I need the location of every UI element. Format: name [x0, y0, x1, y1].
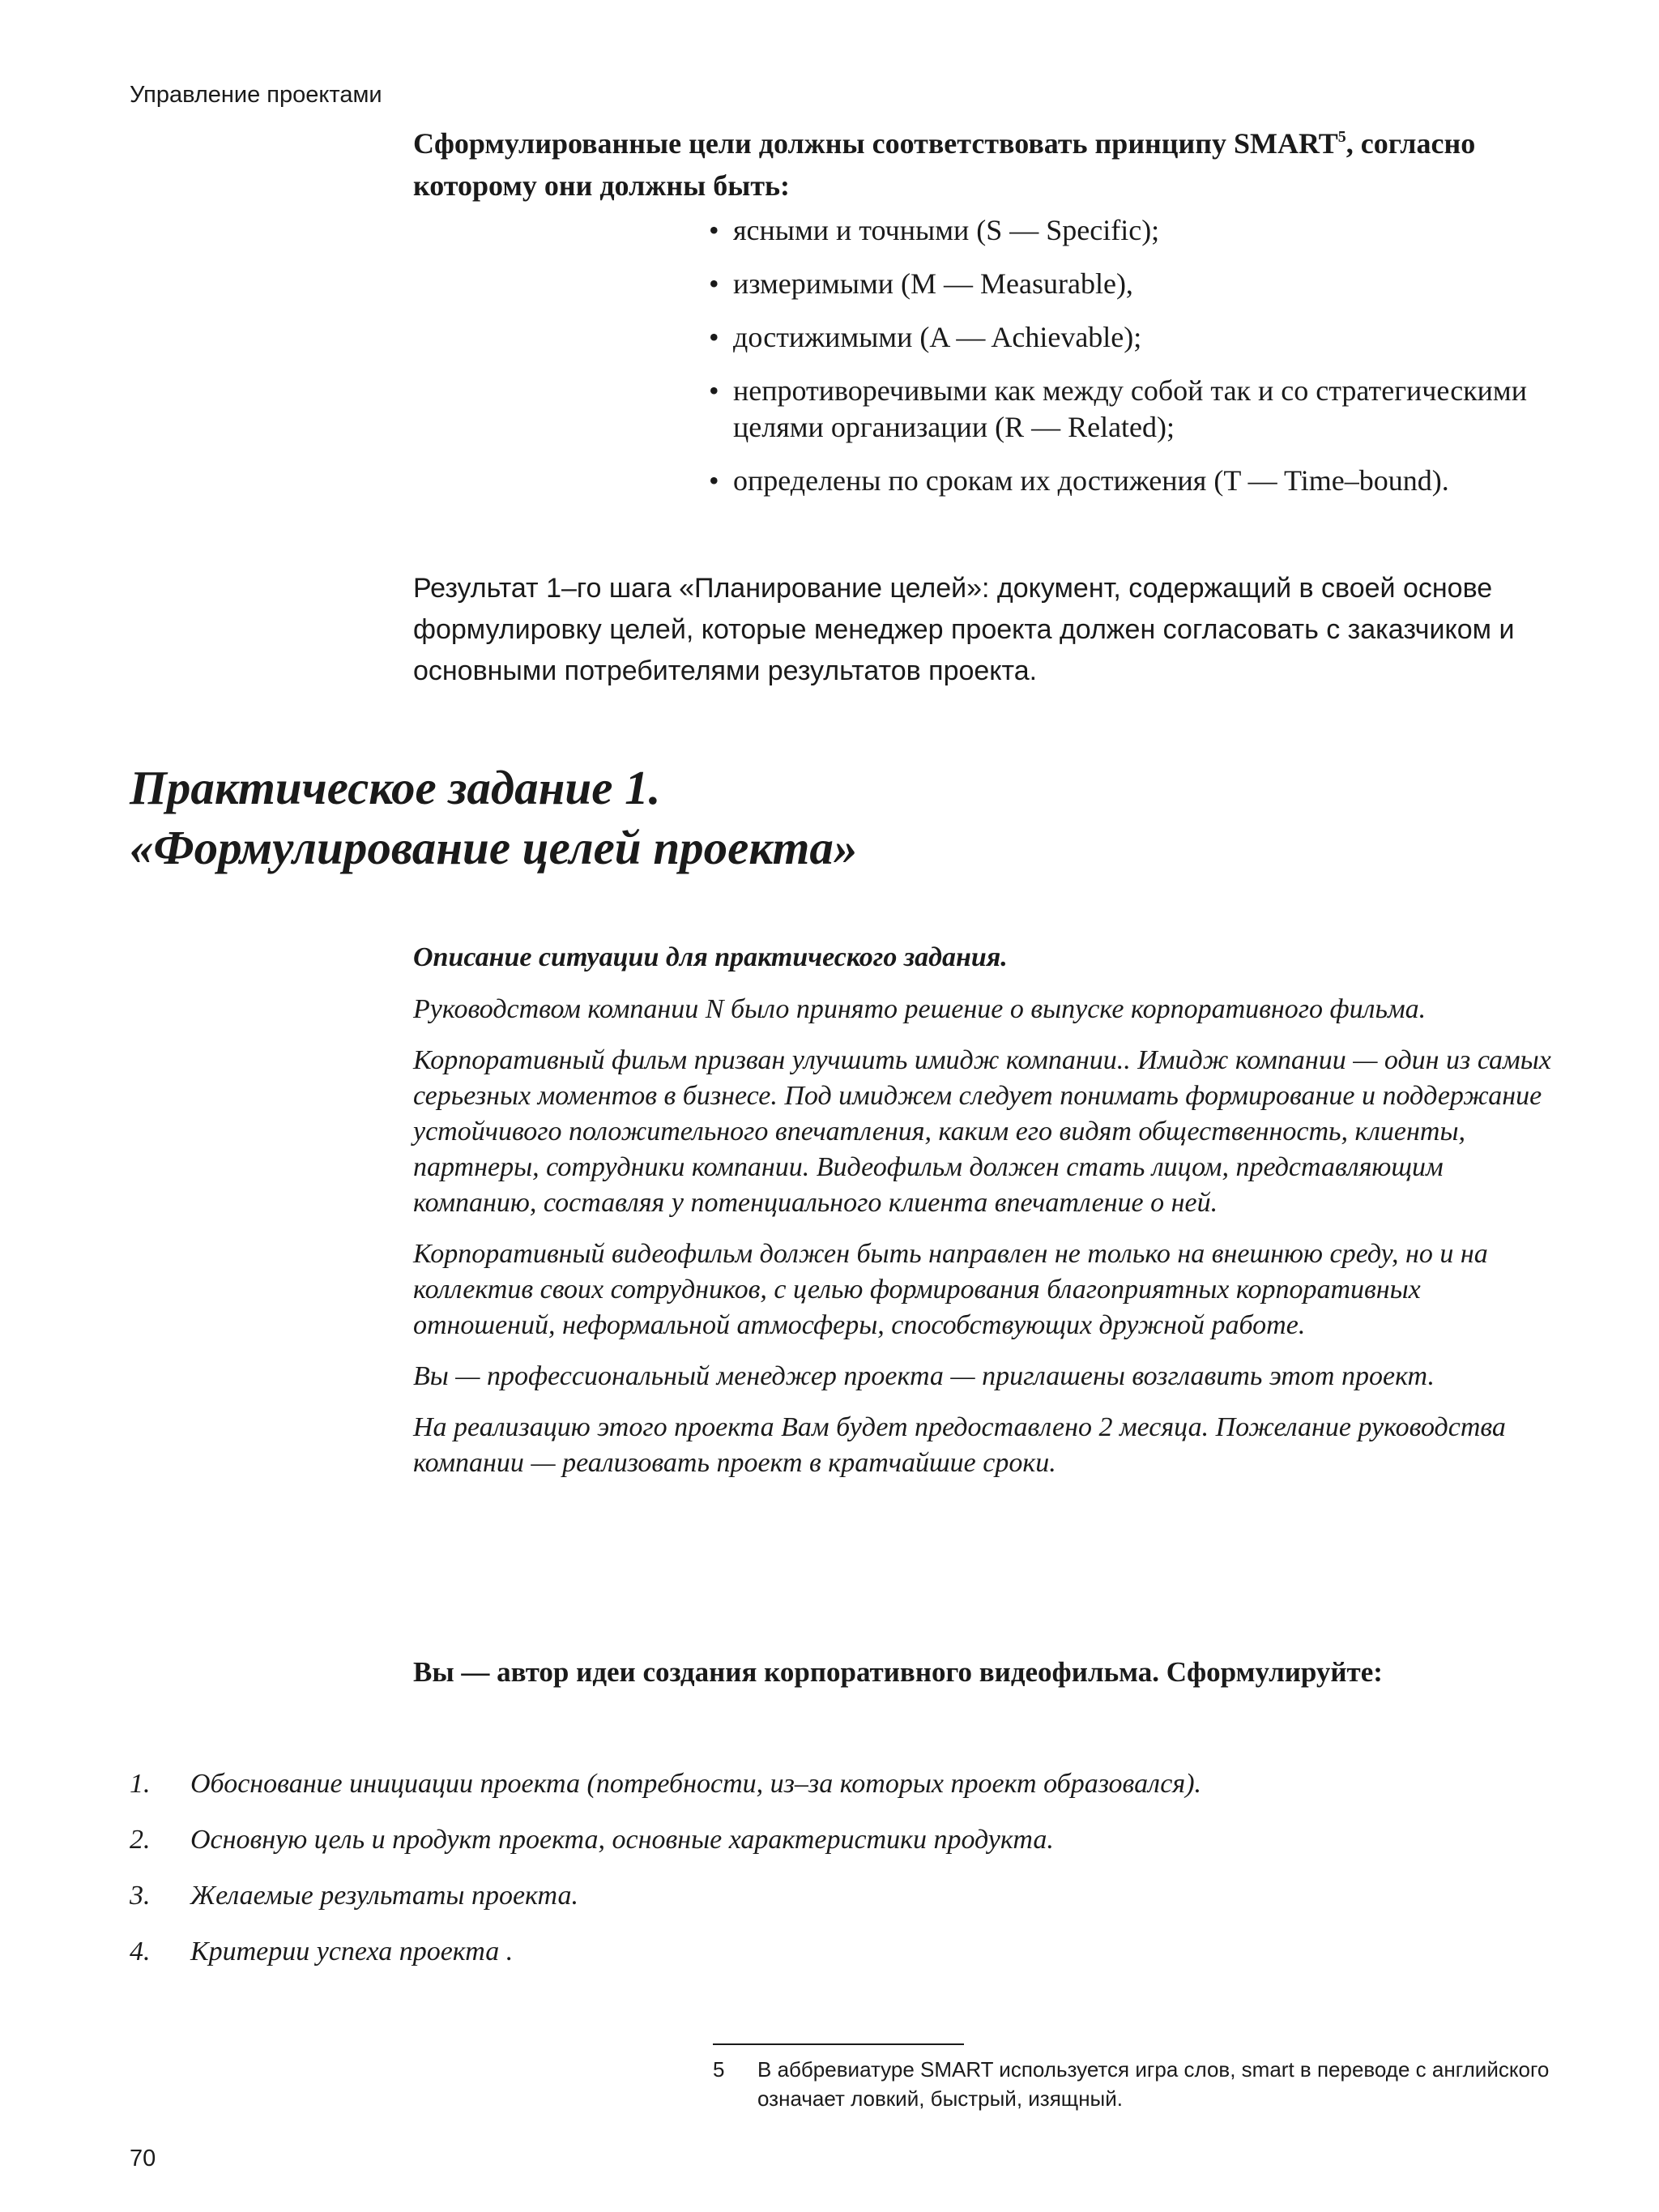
- task-item: [130, 1878, 1555, 1914]
- smart-item-related: [709, 373, 1559, 446]
- section-title: [130, 758, 1507, 878]
- task-text: Обоснование инициации проекта (потребности, из–за которых проект образовался).: [190, 1769, 1202, 1799]
- section-title-line-1: Практическое задание 1.: [130, 761, 661, 814]
- bullet-icon: •: [709, 214, 719, 246]
- task-text: Основную цель и продукт проекта, основные характеристики продукта.: [190, 1825, 1054, 1855]
- smart-item-text: непротиворечивыми как между собой так и со стратегическими целями организации (R — Related);: [733, 374, 1527, 443]
- smart-item-measurable: [709, 266, 1559, 302]
- smart-item-achievable: [709, 319, 1559, 356]
- task-item: [130, 1934, 1555, 1970]
- smart-item-text: достижимыми (A — Achievable);: [733, 321, 1142, 353]
- smart-intro-continuation: , согласно которому они должны быть:: [413, 127, 1476, 202]
- situation-paragraph: Вы — профессиональный менеджер проекта — приглашены возглавить этот проект.: [413, 1361, 1435, 1391]
- smart-criteria-list: [709, 212, 1559, 516]
- task-text: Желаемые результаты проекта.: [190, 1881, 578, 1911]
- task-list: [130, 1766, 1555, 1990]
- running-header: Управление проектами: [130, 82, 382, 108]
- smart-intro-text: Сформулированные цели должны соответствовать принципу SMART: [413, 127, 1338, 160]
- section-title-line-2: «Формулирование целей проекта»: [130, 821, 858, 874]
- smart-intro-paragraph: [413, 122, 1555, 207]
- situation-description: [413, 940, 1555, 1497]
- footnote: [713, 2055, 1555, 2113]
- task-text: Критерии успеха проекта .: [190, 1937, 514, 1966]
- task-call-to-action: Вы — автор идеи создания корпоративного видеофильма. Сформулируйте:: [413, 1656, 1383, 1688]
- footnote-text: В аббревиатуре SMART используется игра слов, smart в переводе с английского означает ловкий, быстрый, изящный.: [757, 2057, 1550, 2111]
- step-result-paragraph: Результат 1–го шага «Планирование целей»: документ, содержащий в своей основе формулировку целей, которые менеджер проекта должен согласовать с заказчиком и основными потребителями результатов проекта.: [413, 573, 1515, 686]
- task-item: [130, 1822, 1555, 1858]
- situation-paragraph: Корпоративный фильм призван улучшить имидж компании.. Имидж компании — один из самых серьезных моментов в бизнесе. Под имиджем следует понимать формирование и поддержание устойчивого положительного впечатления, каким его видят общественность, клиенты, партнеры, сотрудники компании. Видеофильм должен стать лицом, представляющим компанию, составляя у потенциального клиента впечатление о ней.: [413, 1045, 1551, 1218]
- bullet-icon: •: [709, 464, 719, 497]
- footnote-number: 5: [713, 2057, 725, 2082]
- footnote-divider: [713, 2043, 964, 2045]
- task-number: 3.: [130, 1881, 151, 1911]
- task-number: 1.: [130, 1769, 151, 1799]
- task-number: 4.: [130, 1937, 151, 1966]
- smart-item-time-bound: [709, 463, 1559, 499]
- bullet-icon: •: [709, 321, 719, 353]
- bullet-icon: •: [709, 267, 719, 300]
- smart-item-text: определены по срокам их достижения (T — Time–bound).: [733, 464, 1449, 497]
- situation-heading: Описание ситуации для практического задания.: [413, 942, 1008, 972]
- footnote-reference[interactable]: 5: [1337, 128, 1346, 146]
- page-number: 70: [130, 2146, 156, 2171]
- task-item: [130, 1766, 1555, 1802]
- task-number: 2.: [130, 1825, 151, 1855]
- situation-paragraph: Руководством компании N было принято решение о выпуске корпоративного фильма.: [413, 994, 1427, 1024]
- situation-paragraph: На реализацию этого проекта Вам будет предоставлено 2 месяца. Пожелание руководства компании — реализовать проект в кратчайшие сроки.: [413, 1412, 1506, 1478]
- smart-item-text: измеримыми (M — Measurable),: [733, 267, 1133, 300]
- smart-item-text: ясными и точными (S — Specific);: [733, 214, 1160, 246]
- bullet-icon: •: [709, 374, 719, 407]
- smart-item-specific: [709, 212, 1559, 249]
- situation-paragraph: Корпоративный видеофильм должен быть направлен не только на внешнюю среду, но и на коллектив своих сотрудников, с целью формирования благоприятных корпоративных отношений, неформальной атмосферы, способствующих дружной работе.: [413, 1239, 1488, 1340]
